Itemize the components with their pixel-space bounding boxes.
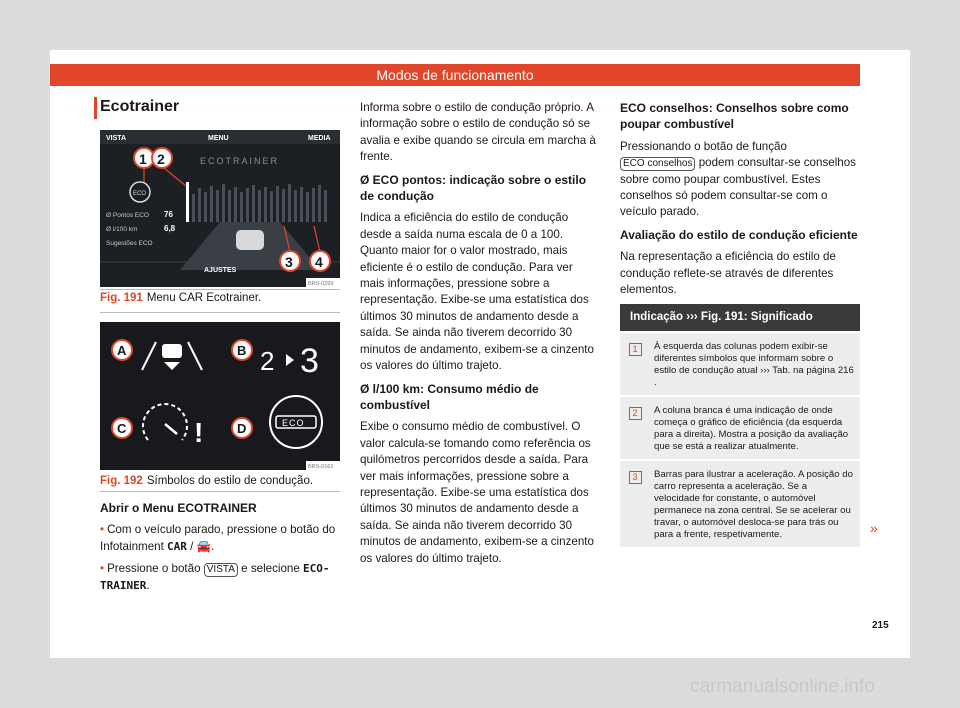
col2-consumo-text: Exibe o consumo médio de combustível. O valor calcula-se tomando como referência os quilómetros percorridos desde a saída. Para ver mais informações, pressione sobre a representação. Exibe-se uma estatística dos últimos 30 minutos de andamento desde a saída. Se ainda não tiverem decorrido 30 minutos de andamento, exibem-se a cinzento os valores do último trajeto. <box>360 420 594 565</box>
section-title: Ecotrainer <box>100 98 180 115</box>
fig191-row-value-0: 76 <box>164 210 173 219</box>
svg-text:B: B <box>237 343 247 358</box>
col2-intro: Informa sobre o estilo de condução próprio. A informação sobre o estilo de condução só se avalia e exibe quando se circula em marcha à frente. <box>360 101 596 164</box>
fig191-footer: AJUSTES <box>204 267 237 274</box>
page-number: 215 <box>872 620 889 631</box>
significado-table <box>620 304 860 547</box>
fig191-caption-bottom-rule <box>100 312 340 313</box>
car-icon <box>236 230 264 250</box>
row-text: Barras para ilustrar a aceleração. A posição do carro representa a aceleração. Se a velocidade for constante, o automóvel permanece na zona central. Se se acelerar ou travar, o automóvel desloca-se para trás ou para a frente, respetivamente. <box>654 469 853 540</box>
eco-conselhos-key: ECO conselhos <box>620 157 695 171</box>
watermark: carmanualsonline.info <box>690 676 875 697</box>
fig191-caption: Fig. 191 Menu CAR Ecotrainer. <box>100 292 262 304</box>
heading-avaliacao: Avaliação do estilo de condução eficiente <box>620 227 858 242</box>
svg-text:2: 2 <box>157 151 165 167</box>
figure-191-ecotrainer-menu <box>100 130 340 287</box>
fig191-code: BRS-0299 <box>308 281 334 287</box>
heading-consumo-medio: Ø l/100 km: Consumo médio de combustível <box>360 381 539 412</box>
figure-192-driving-style-symbols <box>100 322 340 470</box>
row-number: 3 <box>629 471 642 484</box>
row-text: À esquerda das colunas podem exibir-se diferentes símbolos que informam sobre o estilo de condução atual ››› Tab. na página 216 . <box>654 341 854 388</box>
column-3-text <box>620 100 860 304</box>
row-number: 1 <box>629 343 642 356</box>
row-number: 2 <box>629 407 642 420</box>
continue-marker: » <box>870 520 878 536</box>
svg-text:3: 3 <box>285 254 293 270</box>
heading-eco-pontos: Ø ECO pontos: indicação sobre o estilo de condução <box>360 172 587 204</box>
table-header: Indicação ››› Fig. 191: Significado <box>620 304 860 331</box>
eco-badge-text: ECO <box>133 191 147 197</box>
vista-key: VISTA <box>204 563 238 577</box>
fig191-tab-menu: MENU <box>208 135 229 142</box>
svg-text:D: D <box>237 421 247 436</box>
bullet-2: • Pressione o botão VISTA e selecione ECO-TRAINER. <box>100 562 330 592</box>
fig191-row-label-0: Ø Pontos ECO <box>106 212 149 219</box>
svg-text:!: ! <box>194 417 204 448</box>
svg-text:4: 4 <box>315 254 323 270</box>
svg-text:3: 3 <box>300 342 319 380</box>
column-2-text <box>360 100 600 573</box>
fig191-logo: ECOTRAINER <box>200 156 280 166</box>
fig191-row-label-2: Sugestões ECO <box>106 240 153 247</box>
fig191-tab-vista: VISTA <box>106 135 127 142</box>
fig191-row-value-1: 6,8 <box>164 224 176 233</box>
col3-avaliacao-text: Na representação a eficiência do estilo de condução reflete-se através de diferentes elementos. <box>620 250 836 297</box>
row-text: A coluna branca é uma indicação de onde começa o gráfico de eficiência (da esquerda para a direita). Mostra a posição da avaliação que se está a realizar atualmente. <box>654 405 849 452</box>
table-row <box>620 459 860 547</box>
col2-eco-pontos-text: Indica a eficiência do estilo de condução desde a saída numa escala de 0 a 100. Quanto maior for o valor mostrado, mais eficiente é o estilo de condução. Para ver mais informações, pressione sobre a representação. Exibe-se uma estatística dos últimos 30 minutos de andamento desde a saída. Se ainda não tiverem decorrido 30 minutos de andamento, exibem-se a cinzento os valores do último trajeto. <box>360 211 594 373</box>
svg-text:A: A <box>117 343 127 358</box>
svg-text:2: 2 <box>260 346 275 376</box>
fig192-code: BRS-0161 <box>308 464 334 470</box>
car-menu-icon: 🚘 <box>196 539 212 553</box>
section-marker <box>94 97 97 119</box>
fig192-caption-rule <box>100 491 340 492</box>
heading-abrir-menu: Abrir o Menu ECOTRAINER <box>100 501 257 515</box>
svg-text:C: C <box>117 421 127 436</box>
column-1-text <box>100 500 340 600</box>
bullet-1: • Com o veículo parado, pressione o botão do Infotainment CAR / 🚘. <box>100 523 336 553</box>
col3-conselhos-text: Pressionando o botão de função ECO conselhos podem consultar-se conselhos sobre como poupar combustível. Estes conselhos só podem consultar-se com o veículo parado. <box>620 139 856 219</box>
svg-text:1: 1 <box>139 151 147 167</box>
table-row <box>620 395 860 459</box>
table-row <box>620 331 860 395</box>
fig191-row-label-1: Ø l/100 km <box>106 226 138 233</box>
fig191-caption-rule <box>100 289 340 290</box>
fig192-caption: Fig. 192 Símbolos do estilo de condução. <box>100 475 314 487</box>
svg-text:ECO: ECO <box>282 418 305 428</box>
fig191-tab-media: MEDIA <box>308 135 331 142</box>
chapter-header: Modos de funcionamento <box>50 64 860 86</box>
heading-eco-conselhos: ECO conselhos: Conselhos sobre como poupar combustível <box>620 101 849 132</box>
